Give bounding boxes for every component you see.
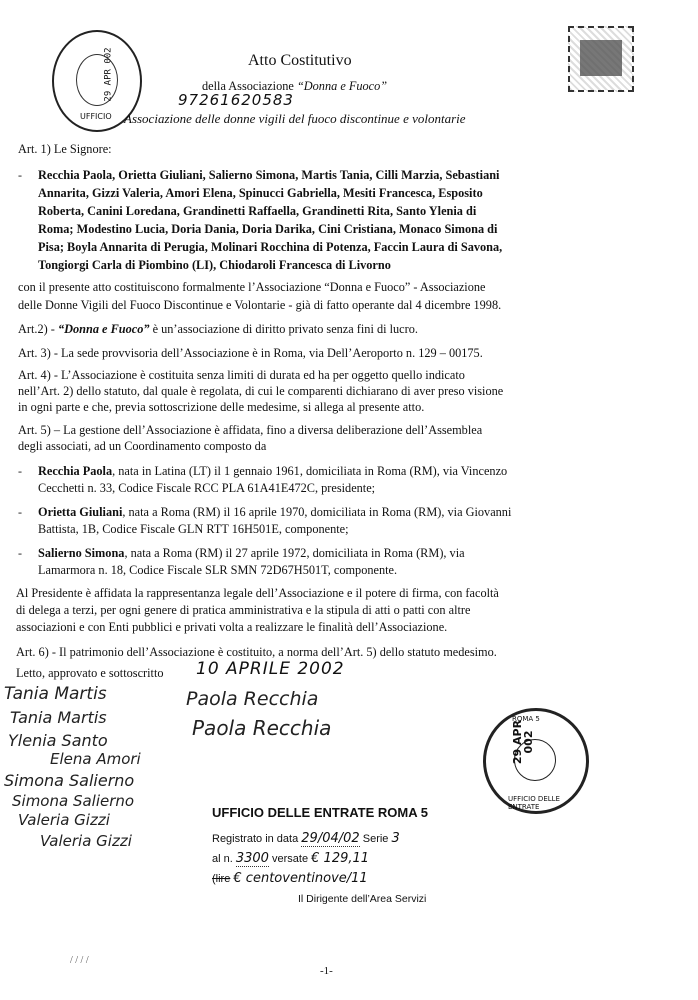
art5-text: – La gestione dell’Associazione è affidata, fino a diversa deliberazione dell’Assemblea: [50, 423, 483, 437]
revenue-stamp: [568, 26, 634, 92]
members-line: Tongiorgi Carla di Piombino (LI), Chiodaroli Francesca di Livorno: [38, 258, 391, 272]
amount-label: (lire: [212, 873, 231, 885]
footer-scribble: / / / /: [70, 955, 89, 966]
signature: Simona Salierno: [4, 771, 135, 790]
members-line: Pisa; Boyla Annarita di Perugia, Molinari Rocchina di Potenza, Faccin Laura di Savona,: [38, 240, 503, 254]
signature: Valeria Gizzi: [18, 811, 110, 829]
art5-first-line: [18, 423, 482, 437]
paid-label: versate: [272, 853, 309, 865]
document-title: Atto Costitutivo: [248, 52, 352, 69]
serie-label: Serie: [362, 833, 389, 845]
signature: Valeria Gizzi: [40, 832, 132, 850]
members-line: Roma; Modestino Lucia, Doria Dania, Doria Darika, Cini Cristiana, Monaco Simona di: [38, 222, 498, 236]
art2-label: Art.2): [18, 322, 48, 336]
bullet-dash: -: [18, 168, 22, 182]
board-member-line: Cecchetti n. 33, Codice Fiscale RCC PLA 61A41E472C, presidente;: [38, 481, 376, 495]
signature: Paola Recchia: [192, 716, 332, 740]
postmark-date: 29 APR 002: [103, 47, 114, 102]
art1-body-line: delle Donne Vigili del Fuoco Discontinue e Volontarie - già di fatto operante dal 4 dicembre 1998.: [18, 298, 502, 312]
board-member-details: , nata in Latina (LT) il 1 gennaio 1961, domiciliata in Roma (RM), via Vincenzo: [112, 464, 508, 478]
registration-date-label: Registrato in data: [212, 833, 299, 845]
president-line: di delega a terzi, per ogni genere di pratica amministrativa e la stipula di atti o patti con altre: [16, 603, 471, 617]
amount-value: € centoventinove/11: [233, 871, 368, 886]
art1-body-line: con il presente atto costituiscono formalmente l’Associazione “Donna e Fuoco” - Associazione: [18, 280, 486, 294]
board-member-name: Orietta Giuliani: [38, 505, 123, 519]
art3-text: - La sede provvisoria dell’Associazione è in Roma, via Dell’Aeroporto n. 129 – 00175.: [50, 346, 483, 360]
board-member-name: Recchia Paola: [38, 464, 113, 478]
art5-label: Art. 5): [18, 423, 51, 437]
art3-paragraph: [18, 346, 483, 360]
art6-text: - Il patrimonio dell’Associazione è costituito, a norma dell’Art. 5) dello statuto medesimo.: [48, 645, 497, 659]
board-member-details: , nata a Roma (RM) il 16 aprile 1970, domiciliata in Roma (RM), via Giovanni: [122, 505, 512, 519]
art5-second-line: degli associati, ad un Coordinamento composto da: [18, 439, 267, 453]
tax-office-stamp: [483, 708, 589, 814]
board-member-line: [38, 464, 507, 478]
stamp-ring-text: ROMA 5: [512, 715, 540, 723]
signature: Ylenia Santo: [8, 731, 108, 750]
registration-director: Il Dirigente dell’Area Servizi: [298, 893, 427, 905]
art1-label: Art. 1) Le Signore:: [18, 142, 112, 156]
signature: Tania Martis: [4, 684, 107, 704]
association-name: “Donna e Fuoco”: [296, 79, 388, 93]
art4-label: Art. 4): [18, 368, 51, 382]
bullet-dash: -: [18, 464, 22, 478]
art4-text: - L’Associazione è costituita senza limiti di durata ed ha per oggetto quello indicato: [50, 368, 465, 382]
signature: Tania Martis: [10, 708, 107, 727]
members-line: Roberta, Canini Loredana, Grandinetti Raffaella, Grandinetti Rita, Santo Ylenia di: [38, 204, 477, 218]
bullet-dash: -: [18, 546, 22, 560]
art6-label: Art. 6): [16, 645, 49, 659]
association-prefix: della Associazione: [202, 79, 297, 93]
number-label: al n.: [212, 853, 233, 865]
signature: Paola Recchia: [186, 688, 319, 710]
president-line: Al Presidente è affidata la rappresentanza legale dell’Associazione e il potere di firma, con facoltà: [16, 586, 499, 600]
page-number: -1-: [320, 965, 333, 977]
art6-paragraph: [16, 645, 497, 659]
board-member-line: Battista, 1B, Codice Fiscale GLN RTT 16H501E, componente;: [38, 522, 349, 536]
postmark-label: UFFICIO: [80, 112, 112, 121]
art4-line: in ogni parte e che, previa sottoscrizione delle medesime, si allega al presente atto.: [18, 400, 425, 414]
serie-value: 3: [391, 831, 400, 846]
board-member-name: Salierno Simona: [38, 546, 125, 560]
bullet-dash: -: [18, 505, 22, 519]
art2-text: è un’associazione di diritto privato senza fini di lucro.: [149, 322, 418, 336]
approval-line: Letto, approvato e sottoscritto: [16, 666, 164, 680]
board-member-line: Lamarmora n. 18, Codice Fiscale SLR SMN 72D67H501T, componente.: [38, 563, 398, 577]
art2-name: “Donna e Fuoco”: [57, 322, 150, 336]
revenue-stamp-image: [580, 40, 622, 76]
registration-number-line: [212, 852, 369, 866]
art2-paragraph: Art.2) - “Donna e Fuoco” è un’associazione di diritto privato senza fini di lucro.: [18, 322, 418, 336]
association-subtitle: Associazione delle donne vigili del fuoco discontinue e volontarie: [124, 111, 466, 126]
board-member-details: , nata a Roma (RM) il 27 aprile 1972, domiciliata in Roma (RM), via: [124, 546, 465, 560]
stamp-date: 29 APR 002: [511, 719, 535, 765]
registration-date-line: [212, 832, 400, 846]
number-value: 3300: [235, 851, 269, 866]
registration-office: UFFICIO DELLE ENTRATE ROMA 5: [212, 805, 428, 820]
president-line: associazioni e con Enti pubblici e privati volta a realizzare le finalità dell’Associazione.: [16, 620, 448, 634]
stamp-ring-text: UFFICIO DELLE ENTRATE: [508, 795, 560, 811]
members-line: Recchia Paola, Orietta Giuliani, Salierno Simona, Martis Tania, Cilli Marzia, Sebastiani: [38, 168, 500, 182]
art4-line: nell’Art. 2) dello statuto, dal quale è regolata, di cui le comparenti dichiarano di aver preso visione: [18, 384, 504, 398]
paid-value: € 129,11: [311, 851, 370, 866]
art4-first-line: [18, 368, 465, 382]
registration-date-value: 29/04/02: [301, 831, 360, 846]
handwritten-tax-code: 97261620583: [178, 91, 294, 109]
board-member-line: [38, 546, 465, 560]
board-member-line: [38, 505, 511, 519]
handwritten-date: 10 APRILE 2002: [196, 659, 345, 679]
signature: Elena Amori: [50, 750, 141, 768]
signature: Simona Salierno: [12, 792, 135, 810]
registration-amount-line: [212, 872, 368, 886]
members-line: Annarita, Gizzi Valeria, Amori Elena, Spinucci Gabriella, Mesiti Francesca, Esposito: [38, 186, 483, 200]
art3-label: Art. 3): [18, 346, 51, 360]
